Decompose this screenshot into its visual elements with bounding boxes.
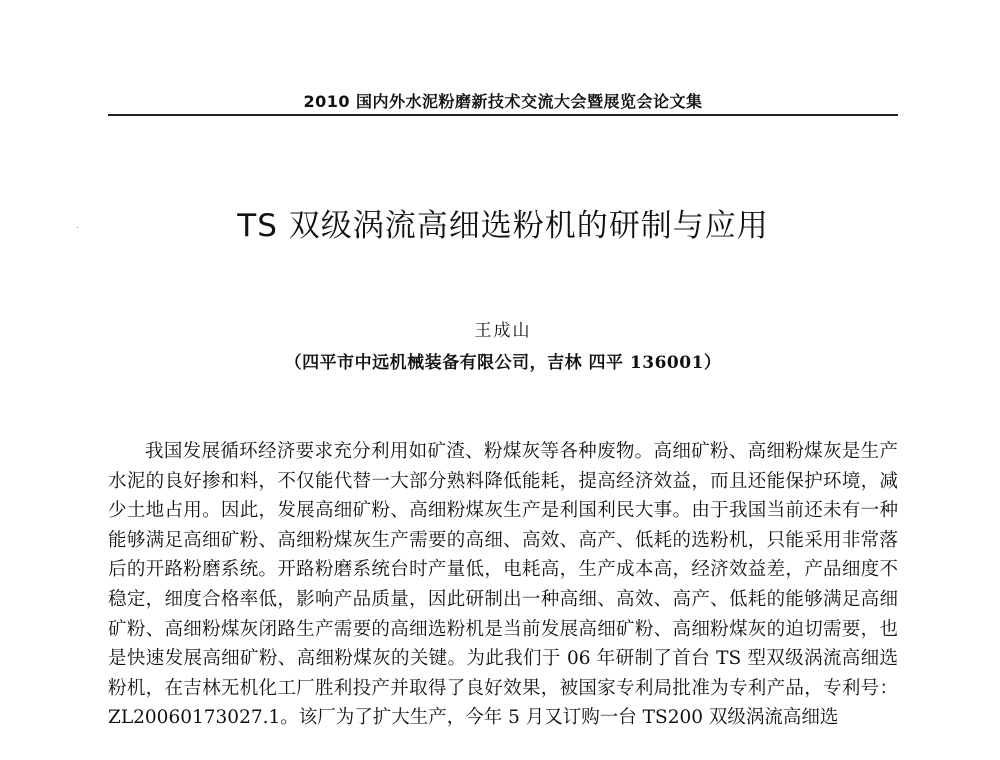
scan-artifact [77, 227, 78, 228]
author-affiliation: （四平市中远机械装备有限公司，吉林 四平 136001） [284, 353, 722, 373]
author-name: 王成山 [474, 321, 532, 341]
paper-title: TS 双级涡流高细选粉机的研制与应用 [237, 208, 769, 244]
body-paragraph: 我国发展循环经济要求充分利用如矿渣、粉煤灰等各种废物。高细矿粉、高细粉煤灰是生产水泥的良好掺和料，不仅能代替一大部分熟料降低能耗，提高经济效益，而且还能保护环境，减少土地占用。因此，发展高细矿粉、高细粉煤灰生产是利国利民大事。由于我国当前还未有一种能够满足高细矿粉、高细粉煤灰生产需要的高细、高效、高产、低耗的选粉机，只能采用非常落后的开路粉磨系统。开路粉磨系统台时产量低，电耗高，生产成本高，经济效益差，产品细度不稳定，细度合格率低，影响产品质量，因此研制出一种高细、高效、高产、低耗的能够满足高细矿粉、高细粉煤灰闭路生产需要的高细选粉机是当前发展高细矿粉、高细粉煤灰的迫切需要，也是快速发展高细矿粉、高细粉煤灰的关键。为此我们于 06 年研制了首台 TS 型双级涡流高细选粉机，在吉林无机化工厂胜利投产并取得了良好效果，被国家专利局批准为专利产品，专利号：ZL20060173027.1。该厂为了扩大生产，今年 5 月又订购一台 TS200 双级涡流高细选 [108, 441, 898, 729]
running-header: 2010 国内外水泥粉磨新技术交流大会暨展览会论文集 [303, 92, 703, 111]
header-rule [108, 114, 898, 116]
